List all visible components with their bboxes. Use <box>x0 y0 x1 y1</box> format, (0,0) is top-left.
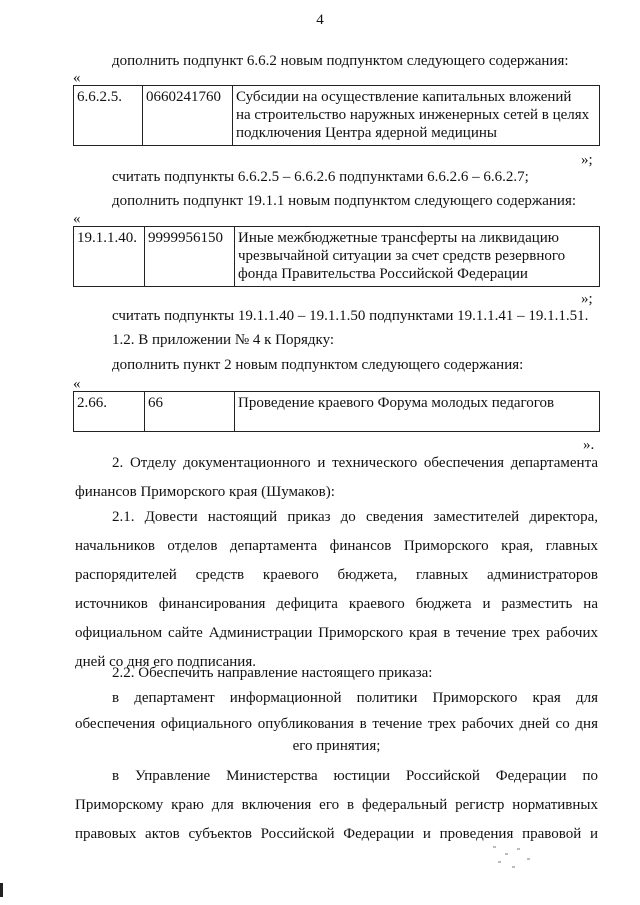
row-number: 0660241760 <box>143 86 233 146</box>
open-quote-3: « <box>73 376 81 392</box>
row-text: Проведение краевого Форума молодых педагогов <box>235 392 600 432</box>
intro-19-1-1: дополнить подпункт 19.1.1 новым подпунктом следующего содержания: <box>112 193 577 209</box>
row-text-line: Иные межбюджетные трансферты на ликвидацию <box>238 230 559 246</box>
paragraph-line: правовых актов субъектов Российской Федерации и проведения правовой и <box>75 826 598 842</box>
scan-speck <box>527 858 530 860</box>
row-text-line: подключения Центра ядерной медицины <box>236 125 497 141</box>
paragraph-line: Приморскому краю для включения его в федеральный регистр нормативных <box>75 797 598 813</box>
scan-corner-mark <box>0 883 3 897</box>
paragraph-line: в Управление Министерства юстиции Российской Федерации по <box>112 768 598 784</box>
scan-speck <box>493 846 496 848</box>
paragraph-2-2-a <box>75 684 598 757</box>
row-number: 66 <box>145 392 235 432</box>
open-quote-1: « <box>73 70 81 86</box>
paragraph-line: обеспечения официального опубликования в течение трех рабочих дней со дня <box>75 716 598 732</box>
paragraph-2-2: 2.2. Обеспечить направление настоящего приказа: <box>112 665 433 681</box>
page-number: 4 <box>316 12 324 28</box>
row-number: 9999956150 <box>145 227 235 287</box>
row-code: 6.6.2.5. <box>74 86 143 146</box>
row-code: 19.1.1.40. <box>74 227 145 287</box>
scan-speck <box>517 848 520 850</box>
paragraph-line: 2.1. Довести настоящий приказ до сведения заместителей директора, <box>112 509 598 525</box>
table-row <box>74 392 600 432</box>
renumber-6-6-2: считать подпункты 6.6.2.5 – 6.6.2.6 подпунктами 6.6.2.6 – 6.6.2.7; <box>112 169 529 185</box>
paragraph-2-1 <box>75 503 598 677</box>
scan-speck <box>498 861 501 863</box>
paragraph-line: распорядителей средств краевого бюджета, главных администраторов <box>75 567 598 583</box>
paragraph-line: в департамент информационной политики Приморского края для <box>112 690 598 706</box>
close-quote-1: »; <box>581 152 593 168</box>
section-1-2: 1.2. В приложении № 4 к Порядку: <box>112 332 335 348</box>
amendment-table-1 <box>73 85 600 146</box>
table-row <box>74 86 600 146</box>
intro-point-2: дополнить пункт 2 новым подпунктом следующего содержания: <box>112 357 524 373</box>
paragraph-line: финансов Приморского края (Шумаков): <box>75 484 335 500</box>
paragraph-line: 2. Отделу документационного и технического обеспечения департамента <box>112 455 598 471</box>
row-text-line: Субсидии на осуществление капитальных вложений <box>236 89 572 105</box>
table-row <box>74 227 600 287</box>
close-quote-3: ». <box>583 437 595 453</box>
paragraph-line: дней со дня его подписания. <box>75 654 256 670</box>
intro-6-6-2: дополнить подпункт 6.6.2 новым подпунктом следующего содержания: <box>112 53 569 69</box>
paragraph-2 <box>75 449 598 507</box>
paragraph-2-2-b <box>75 762 598 849</box>
open-quote-2: « <box>73 211 81 227</box>
paragraph-line: официальном сайте Администрации Приморского края в течение трех рабочих <box>75 625 598 641</box>
row-text-line: на строительство наружных инженерных сетей в целях <box>236 107 590 123</box>
row-text-line: чрезвычайной ситуации за счет средств резервного <box>238 248 566 264</box>
renumber-19-1-1: считать подпункты 19.1.1.40 – 19.1.1.50 подпунктами 19.1.1.41 – 19.1.1.51. <box>112 308 589 324</box>
paragraph-line: начальников отделов департамента финансов Приморского края, главных <box>75 538 598 554</box>
amendment-table-2 <box>73 226 600 287</box>
row-text <box>235 227 600 287</box>
row-text-line: фонда Правительства Российской Федерации <box>238 266 528 282</box>
scan-speck <box>505 853 508 855</box>
scan-speck <box>512 866 515 868</box>
paragraph-line: источников финансирования дефицита краевого бюджета и разместить на <box>75 596 598 612</box>
close-quote-2: »; <box>581 291 593 307</box>
amendment-table-3 <box>73 391 600 432</box>
row-text <box>233 86 600 146</box>
paragraph-line: его принятия; <box>292 738 381 754</box>
row-code: 2.66. <box>74 392 145 432</box>
